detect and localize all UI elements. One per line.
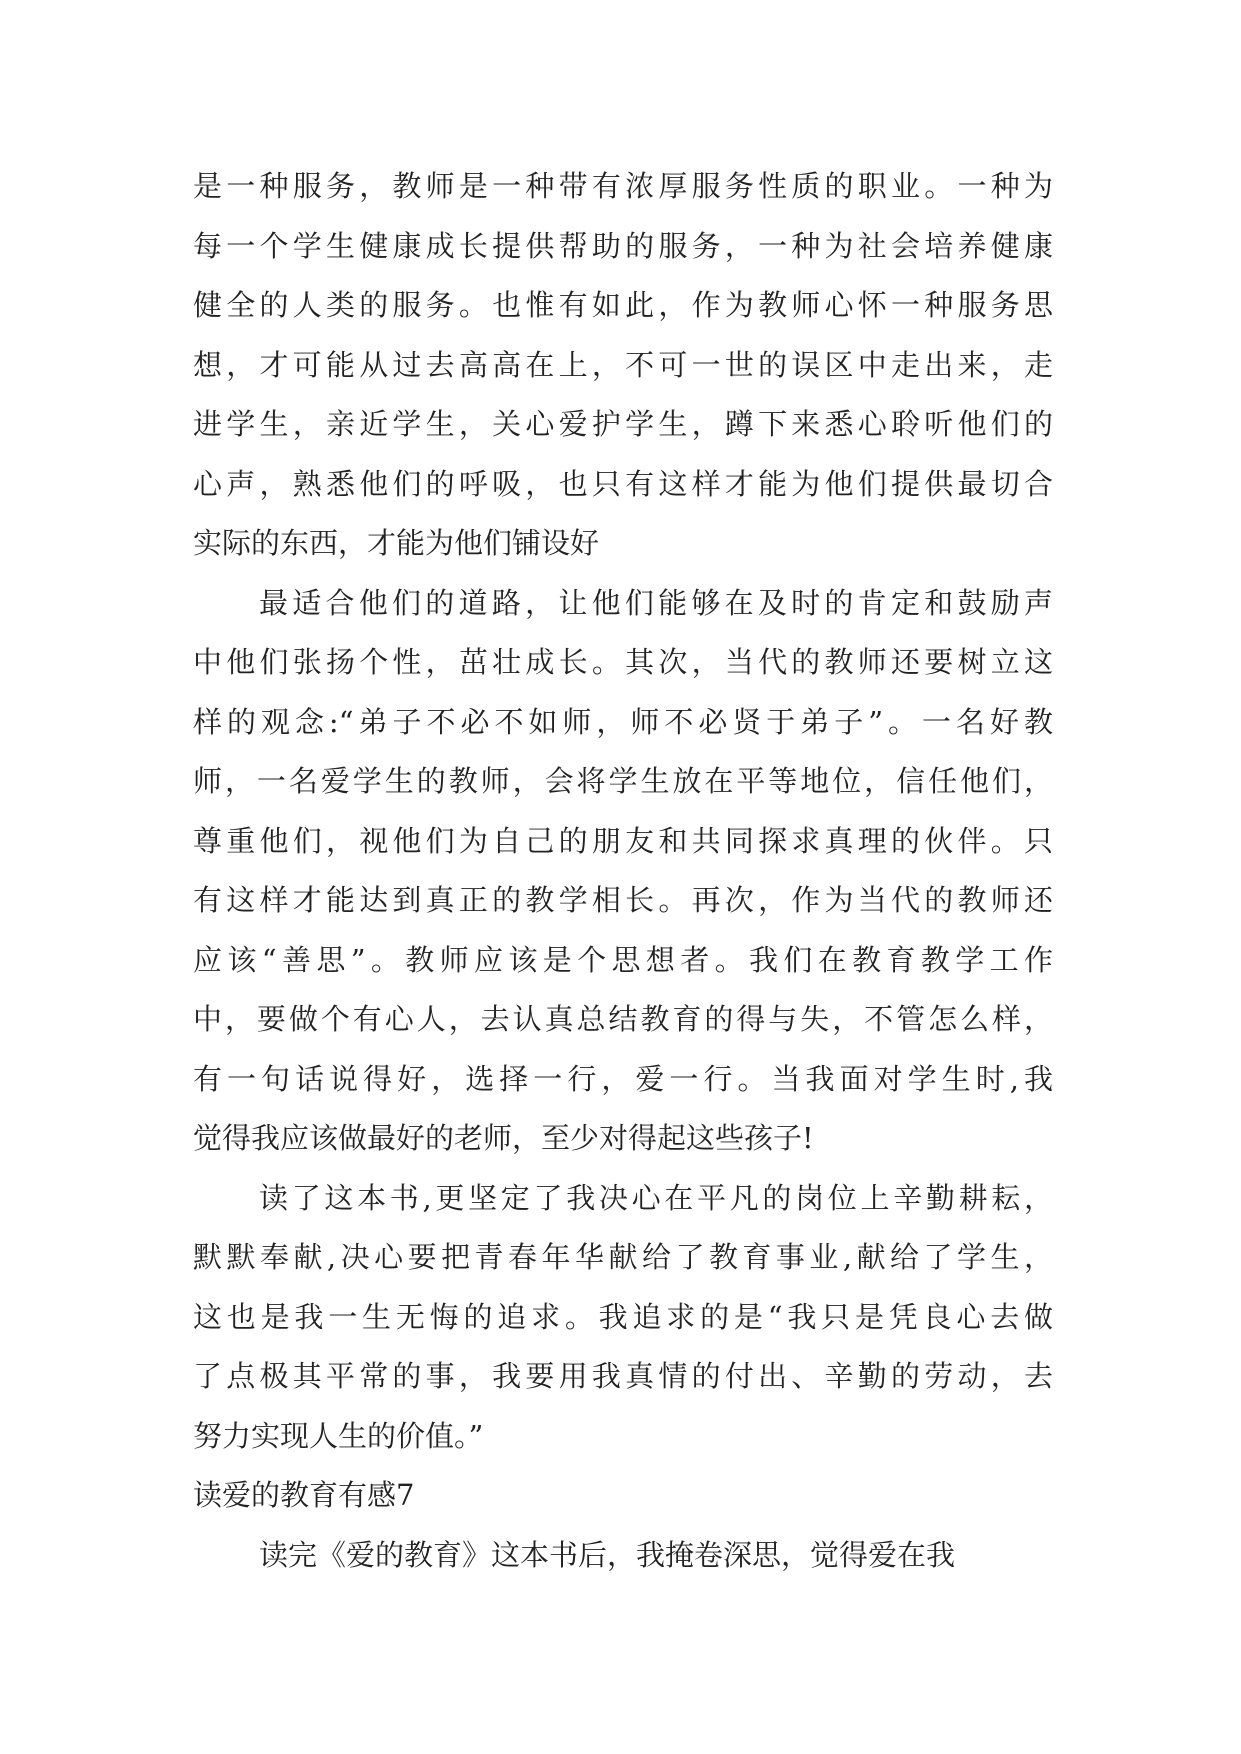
paragraph-line: 尊重他们，视他们为自己的朋友和共同探求真理的伙伴。只: [193, 823, 1053, 858]
paragraph-line: 默默奉献,决心要把青春年华献给了教育事业,献给了学生，: [193, 1240, 1053, 1274]
paragraph-line: 应该“善思”。教师应该是个思想者。我们在教育教学工作: [193, 942, 1053, 977]
paragraph-line: 健全的人类的服务。也惟有如此，作为教师心怀一种服务思: [193, 288, 1053, 322]
paragraph-line: 进学生，亲近学生，关心爱护学生，蹲下来悉心聆听他们的: [193, 407, 1053, 441]
paragraph-line: 读完《爱的教育》这本书后，我掩卷深思，觉得爱在我: [259, 1537, 956, 1572]
paragraph-line: 中他们张扬个性，茁壮成长。其次，当代的教师还要树立这: [193, 645, 1053, 679]
paragraph-line: 读了这本书,更坚定了我决心在平凡的岗位上辛勤耕耘，: [259, 1180, 1053, 1215]
paragraph-line: 最适合他们的道路，让他们能够在及时的肯定和鼓励声: [259, 585, 1053, 620]
paragraph-line: 想，才可能从过去高高在上，不可一世的误区中走出来，走: [193, 347, 1053, 382]
paragraph-line: 有这样才能达到真正的教学相长。再次，作为当代的教师还: [193, 883, 1053, 917]
section-heading: 读爱的教育有感7: [193, 1478, 415, 1512]
paragraph-line: 觉得我应该做最好的老师，至少对得起这些孩子!: [193, 1121, 814, 1155]
paragraph-line: 实际的东西，才能为他们铺设好: [193, 526, 600, 560]
document-body: [193, 157, 1053, 1585]
paragraph-line: 努力实现人生的价值。”: [193, 1418, 484, 1453]
paragraph-line: 了点极其平常的事，我要用我真情的付出、辛勤的劳动，去: [193, 1359, 1053, 1393]
paragraph-line: 师，一名爱学生的教师，会将学生放在平等地位，信任他们，: [193, 764, 1053, 798]
paragraph-line: 中，要做个有心人，去认真总结教育的得与失，不管怎么样，: [193, 1002, 1053, 1036]
paragraph-line: 这也是我一生无悔的追求。我追求的是“我只是凭良心去做: [193, 1299, 1053, 1334]
paragraph-line: 是一种服务，教师是一种带有浓厚服务性质的职业。一种为: [193, 169, 1053, 203]
paragraph-line: 每一个学生健康成长提供帮助的服务，一种为社会培养健康: [193, 228, 1053, 263]
paragraph-line: 心声，熟悉他们的呼吸，也只有这样才能为他们提供最切合: [193, 466, 1053, 501]
paragraph-line: 样的观念:“弟子不必不如师，师不必贤于弟子”。一名好教: [193, 704, 1053, 739]
paragraph-line: 有一句话说得好，选择一行，爱一行。当我面对学生时,我: [193, 1061, 1053, 1096]
